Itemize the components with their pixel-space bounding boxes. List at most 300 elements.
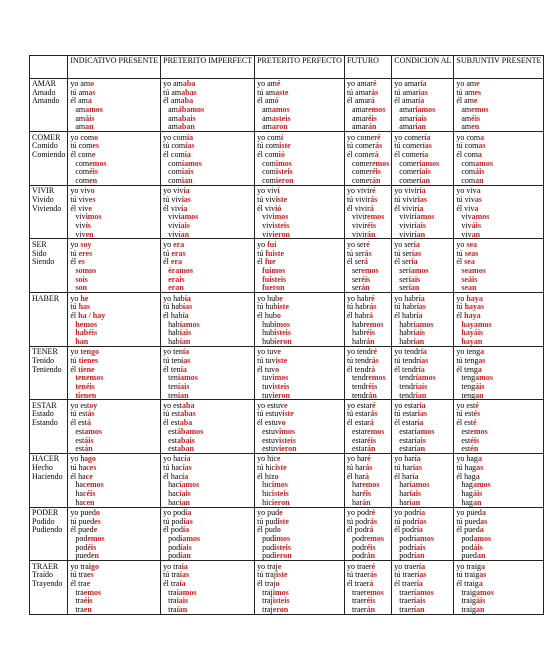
verb-stem: har — [351, 497, 363, 507]
verb-ending: íais — [414, 221, 426, 230]
verb-infinitive: ESTAR — [32, 400, 57, 410]
verb-ending: í — [277, 186, 280, 196]
conjugation-line — [347, 212, 389, 221]
verb-ending: as — [478, 141, 486, 151]
verb-stem: él amar — [346, 96, 371, 106]
verb-ending: a — [480, 132, 485, 142]
verb-ending: ía — [181, 561, 188, 571]
verb-stem: tra — [75, 605, 84, 615]
verb-stem: tendr — [351, 381, 369, 391]
verb-stem: com — [75, 176, 90, 186]
conjugation-line — [456, 79, 541, 88]
verb-stem: yo har — [346, 454, 368, 464]
verb-stem: yo amar — [394, 79, 421, 88]
verb-stem: tú podr — [346, 516, 370, 526]
verb-participle: Comido — [32, 141, 58, 151]
verb-stem: yo ha — [70, 454, 88, 464]
verb-stem: viv — [168, 212, 179, 222]
verb-ending: ás — [371, 355, 379, 365]
verb-stem: tú est — [163, 409, 181, 419]
verb-forms-cell — [30, 239, 68, 293]
verb-stem: tú traer — [346, 570, 370, 580]
conjugation-line — [456, 579, 541, 588]
verb-ending: ía — [413, 239, 420, 249]
verb-ending: aba — [182, 79, 196, 88]
conjugation-cell — [68, 561, 161, 615]
verb-ending: íais — [181, 167, 194, 177]
verb-stem: comer — [351, 158, 372, 168]
verb-ending: ía — [420, 79, 427, 88]
conjugation-line — [257, 444, 342, 453]
verb-ending: ía — [183, 186, 190, 196]
verb-ending: iste — [279, 141, 291, 151]
verb-ending: emos — [89, 158, 107, 168]
verb-participle — [32, 302, 65, 311]
verb-stem: tendr — [351, 373, 369, 383]
verb-ending: ás — [369, 516, 377, 526]
verb-participle: Sido — [32, 248, 47, 258]
conjugation-line — [347, 570, 389, 579]
verb-stem: tú — [70, 355, 79, 365]
verb-gerund: Pudiendo — [32, 525, 63, 535]
conjugation-line — [394, 480, 451, 489]
conjugation-line — [456, 167, 541, 176]
conjugation-line — [456, 588, 541, 597]
conjugation-line — [163, 176, 252, 185]
conjugation-line — [257, 427, 342, 436]
verb-ending: as — [88, 87, 96, 97]
verb-ending: amos — [475, 158, 493, 168]
conjugation-line — [257, 114, 342, 123]
verb-ending: abas — [180, 409, 196, 419]
verb-ending: era — [170, 257, 183, 267]
verb-ending: es — [94, 516, 101, 526]
conjugation-line — [456, 373, 541, 382]
verb-ending: amos — [84, 426, 103, 436]
verb-ending: ías — [418, 87, 428, 97]
conjugation-line — [347, 498, 389, 507]
verb-stem: har — [399, 489, 410, 499]
verb-stem: com — [75, 158, 90, 168]
conjugation-line — [163, 365, 252, 374]
verb-stem: ha — [75, 480, 83, 490]
verb-stem: habr — [399, 328, 414, 338]
verb-stem: tú vivir — [346, 194, 371, 204]
verb-stem: com — [262, 158, 276, 168]
verb-stem: él har — [394, 471, 413, 481]
conjugation-line — [456, 391, 541, 400]
verb-ending: ías — [185, 141, 195, 151]
conjugation-line — [70, 517, 158, 526]
verb-stem: am — [461, 105, 472, 115]
verb-ending: fueron — [262, 283, 285, 293]
verb-ending: a — [478, 579, 483, 588]
conjugation-line — [257, 294, 342, 303]
conjugation-line — [163, 551, 252, 560]
verb-stem: ser — [351, 265, 362, 275]
verb-stem: tú amar — [346, 87, 372, 97]
conjugation-cell — [161, 185, 255, 239]
verb-ending: o — [276, 310, 281, 320]
verb-stem: hic — [262, 497, 272, 507]
conjugation-line — [257, 409, 342, 418]
verb-stem: tendr — [351, 390, 369, 400]
verb-ending: é — [371, 508, 376, 517]
verb-ending: á — [369, 418, 374, 428]
verb-stem: tra — [168, 587, 177, 597]
verb-ending: ía — [180, 364, 187, 374]
verb-stem: tendr — [399, 373, 416, 383]
verb-stem: él — [163, 257, 171, 267]
conjugation-line — [347, 444, 389, 453]
conjugation-line — [257, 328, 342, 337]
verb-stem: hab — [168, 328, 180, 338]
conjugation-line — [257, 159, 342, 168]
conjugation-line — [163, 320, 252, 329]
verb-ending: es — [88, 194, 96, 204]
conjugation-line — [163, 96, 252, 105]
verb-ending: ieron — [274, 551, 292, 561]
verb-stem: tú pud — [257, 516, 278, 526]
conjugation-line — [163, 596, 252, 605]
conjugation-line — [456, 230, 541, 239]
conjugation-line — [163, 427, 252, 436]
verb-ending: ás — [375, 141, 383, 151]
conjugation-line — [257, 212, 342, 221]
conjugation-line — [394, 186, 451, 195]
verb-ending: íamos — [179, 480, 200, 490]
verb-ending: emos — [368, 373, 386, 383]
verb-stem: tuv — [262, 381, 273, 391]
conjugation-cell — [255, 132, 345, 186]
verb-ending: eras — [171, 248, 186, 258]
verb-participle: Estado — [32, 409, 54, 419]
verb-stem: com — [461, 167, 476, 177]
verb-stem: est — [75, 426, 85, 436]
verb-ending: amos — [271, 105, 290, 115]
conjugation-line — [163, 88, 252, 97]
verb-stem: vivir — [399, 212, 415, 222]
conjugation-line — [70, 275, 158, 284]
verb-stem: yo est — [163, 400, 183, 410]
conjugation-line — [257, 508, 342, 517]
conjugation-line — [456, 498, 541, 507]
conjugation-line — [347, 373, 389, 382]
verb-stem: traig — [461, 596, 477, 606]
conjugation-line — [70, 266, 158, 275]
conjugation-line — [456, 382, 541, 391]
verb-stem: amar — [399, 105, 416, 115]
conjugation-line — [394, 570, 451, 579]
verb-stem: yo har — [394, 454, 415, 464]
conjugation-line — [257, 570, 342, 579]
conjugation-line — [257, 337, 342, 346]
verb-stem: él com — [456, 150, 478, 159]
conjugation-cell — [255, 293, 345, 347]
verb-ending: as — [474, 194, 482, 204]
verb-row — [30, 400, 544, 454]
verb-infinitive: SER — [32, 239, 47, 249]
verb-stem: hac — [168, 497, 180, 507]
verb-ending: íamos — [413, 587, 434, 597]
verb-ending: á — [371, 364, 376, 374]
conjugation-line — [257, 356, 342, 365]
verb-ending: ían — [179, 497, 190, 507]
conjugation-line — [394, 204, 451, 213]
verb-ending: as — [478, 355, 486, 365]
verb-stem: tú ha — [70, 463, 87, 473]
verb-stem: yo hab — [163, 293, 185, 303]
conjugation-line — [70, 167, 158, 176]
conjugation-line — [70, 302, 158, 311]
verb-ending: abas — [181, 87, 197, 97]
conjugation-line — [257, 122, 342, 131]
verb-ending: somos — [75, 265, 97, 275]
verb-stem: él ser — [394, 257, 412, 267]
verb-stem: ser — [351, 274, 362, 284]
verb-stem: traer — [351, 587, 367, 597]
conjugation-line — [394, 257, 451, 266]
conjugation-line — [456, 337, 541, 346]
verb-ending: ces — [86, 463, 97, 473]
conjugation-line — [347, 328, 389, 337]
conjugation-line — [70, 570, 158, 579]
verb-ending: aste — [275, 87, 289, 97]
conjugation-line — [456, 105, 541, 114]
verb-ending: éis — [367, 113, 377, 123]
conjugation-cell — [68, 239, 161, 293]
conjugation-cell — [255, 185, 345, 239]
conjugation-line — [394, 409, 451, 418]
verb-ending: ió — [275, 203, 282, 213]
verb-stem: yo — [70, 347, 81, 357]
verb-ending: ás — [364, 248, 372, 258]
conjugation-line — [70, 391, 158, 400]
verb-ending: án — [368, 390, 377, 400]
verb-ending: ieron — [274, 336, 292, 346]
verb-stem: yo traj — [257, 561, 278, 571]
conjugation-cell — [454, 400, 544, 454]
verb-stem: pued — [461, 551, 477, 561]
verb-stem: tú — [456, 302, 465, 312]
verb-stem: tú pod — [163, 516, 184, 526]
verb-stem: traj — [262, 605, 273, 615]
verb-ending: cemos — [82, 480, 104, 490]
verb-ending: aban — [177, 122, 195, 132]
verb-ending: á — [364, 471, 369, 481]
conjugation-line — [347, 588, 389, 597]
verb-ending: ía — [184, 150, 191, 159]
conjugation-line — [394, 79, 451, 88]
verb-ending: an — [472, 497, 482, 507]
conjugation-line — [257, 240, 342, 249]
verb-participle: Amado — [32, 87, 56, 97]
verb-infinitive: AMAR — [32, 79, 57, 88]
verb-ending: ían — [413, 551, 425, 561]
verb-ending: éramos — [168, 265, 194, 275]
conjugation-cell — [255, 346, 345, 400]
conjugation-cell — [68, 346, 161, 400]
verb-ending: es — [92, 141, 100, 151]
conjugation-line — [70, 551, 158, 560]
conjugation-line — [394, 221, 451, 230]
conjugation-line — [394, 562, 451, 571]
verb-stem: yo viv — [163, 186, 184, 196]
verb-stem: yo viv — [70, 186, 91, 196]
verb-ending: íais — [413, 542, 426, 552]
verb-stem: traj — [262, 596, 273, 606]
verb-ending: a — [477, 150, 482, 159]
conjugation-line — [394, 401, 451, 410]
verb-infinitive: COMER — [32, 132, 61, 142]
verb-stem: yo tra — [70, 561, 89, 571]
conjugation-line — [347, 418, 389, 427]
conjugation-line — [257, 141, 342, 150]
verb-ending: o — [95, 508, 100, 517]
conjugation-cell — [161, 346, 255, 400]
header-futuro: FUTURO — [344, 56, 391, 79]
verb-ending: isteis — [272, 596, 290, 606]
verb-stem: yo traer — [394, 561, 419, 571]
verb-stem: tuv — [262, 373, 273, 383]
verb-ending: e — [86, 579, 91, 588]
verb-stem: am — [168, 113, 178, 123]
conjugation-line — [394, 230, 451, 239]
verb-stem: él viv — [456, 203, 475, 213]
verb-row — [30, 132, 544, 186]
verb-ending: íamos — [177, 373, 198, 383]
verb-stem: com — [168, 167, 182, 177]
verb-stem: pod — [461, 542, 474, 552]
verb-stem: hag — [461, 489, 473, 499]
verb-ending: e — [91, 150, 96, 159]
conjugation-line — [257, 454, 342, 463]
verb-stem: vivir — [399, 229, 415, 239]
conjugation-line — [347, 283, 389, 292]
verb-row — [30, 346, 544, 400]
verb-stem: am — [75, 113, 86, 123]
verb-gerund: Comiendo — [32, 150, 66, 159]
verb-stem: yo — [163, 239, 174, 249]
verb-stem: él — [456, 310, 465, 320]
verb-stem: él — [70, 310, 79, 320]
verb-stem: él vivir — [346, 203, 370, 213]
verb-stem: traer — [399, 596, 414, 606]
verb-ending: éis — [366, 542, 376, 552]
verb-ending: án — [366, 551, 376, 561]
verb-stem: teng — [461, 373, 476, 383]
conjugation-line — [347, 525, 389, 534]
verb-ending: céis — [82, 489, 96, 499]
verb-ending: sean — [461, 283, 477, 293]
conjugation-line — [257, 562, 342, 571]
verb-ending: e — [276, 454, 281, 464]
verb-stem: viv — [262, 212, 273, 222]
verb-ending: eres — [78, 248, 93, 258]
conjugation-line — [257, 480, 342, 489]
verb-ending: asteis — [271, 113, 291, 123]
conjugation-line — [163, 266, 252, 275]
verb-stem: est — [168, 435, 178, 445]
verb-stem: com — [461, 158, 476, 168]
verb-ending: emos — [367, 212, 385, 222]
conjugation-line — [347, 311, 389, 320]
verb-stem: él har — [346, 471, 365, 481]
verb-ending: íais — [176, 596, 189, 606]
verb-stem: traig — [461, 605, 477, 615]
conjugation-line — [347, 150, 389, 159]
verb-ending: imos — [272, 587, 289, 597]
verb-infinitive: PODER — [32, 508, 59, 517]
verb-ending: e — [279, 508, 283, 517]
conjugation-line — [163, 337, 252, 346]
verb-stem: am — [461, 122, 472, 132]
conjugation-line — [257, 79, 342, 88]
verb-stem: comer — [399, 176, 420, 186]
verb-stem: tra — [75, 587, 84, 597]
verb-stem: tú am — [163, 87, 182, 97]
verb-stem: tú hag — [456, 463, 477, 473]
verb-stem: est — [75, 435, 85, 445]
verb-ending: fuimos — [262, 265, 286, 275]
conjugation-line — [257, 88, 342, 97]
verb-ending: emos — [366, 319, 384, 329]
conjugation-line — [347, 356, 389, 365]
verb-stem: él estar — [346, 418, 370, 428]
verb-ending: e — [279, 293, 283, 303]
conjugation-line — [163, 588, 252, 597]
verb-ending: eron — [272, 605, 289, 615]
verb-ending: ía — [182, 471, 189, 481]
verb-stem: viv — [75, 229, 86, 239]
conjugation-line — [163, 517, 252, 526]
conjugation-line — [70, 114, 158, 123]
verb-stem: yo podr — [346, 508, 372, 517]
conjugation-cell — [454, 346, 544, 400]
verb-participle: Traído — [32, 570, 54, 580]
verb-ending: ía — [182, 310, 189, 320]
conjugation-line — [456, 122, 541, 131]
verb-infinitive: VIVIR — [32, 186, 55, 196]
conjugation-cell — [454, 132, 544, 186]
conjugation-line — [163, 489, 252, 498]
conjugation-line — [163, 373, 252, 382]
conjugation-line — [70, 257, 158, 266]
conjugation-line — [456, 240, 541, 249]
verb-ending: as — [480, 516, 488, 526]
verb-ending: hayamos — [461, 319, 492, 329]
verb-ending: e — [277, 561, 282, 571]
conjugation-line — [257, 167, 342, 176]
verb-gerund: Trayendo — [32, 579, 63, 588]
conjugation-line — [70, 150, 158, 159]
conjugation-line — [394, 337, 451, 346]
verb-ending: éis — [367, 221, 376, 230]
conjugation-line — [394, 133, 451, 142]
conjugation-line — [347, 122, 389, 131]
conjugation-line — [456, 150, 541, 159]
verb-ending: emos — [366, 587, 384, 597]
conjugation-line — [163, 463, 252, 472]
verb-stem: tra — [75, 596, 84, 606]
conjugation-line — [70, 88, 158, 97]
verb-ending: emos — [83, 587, 102, 597]
verb-ending: fui — [267, 239, 277, 249]
verb-stem: él amar — [394, 96, 419, 106]
verb-stem: tú habr — [346, 302, 370, 312]
conjugation-line — [70, 204, 158, 213]
conjugation-line — [70, 409, 158, 418]
